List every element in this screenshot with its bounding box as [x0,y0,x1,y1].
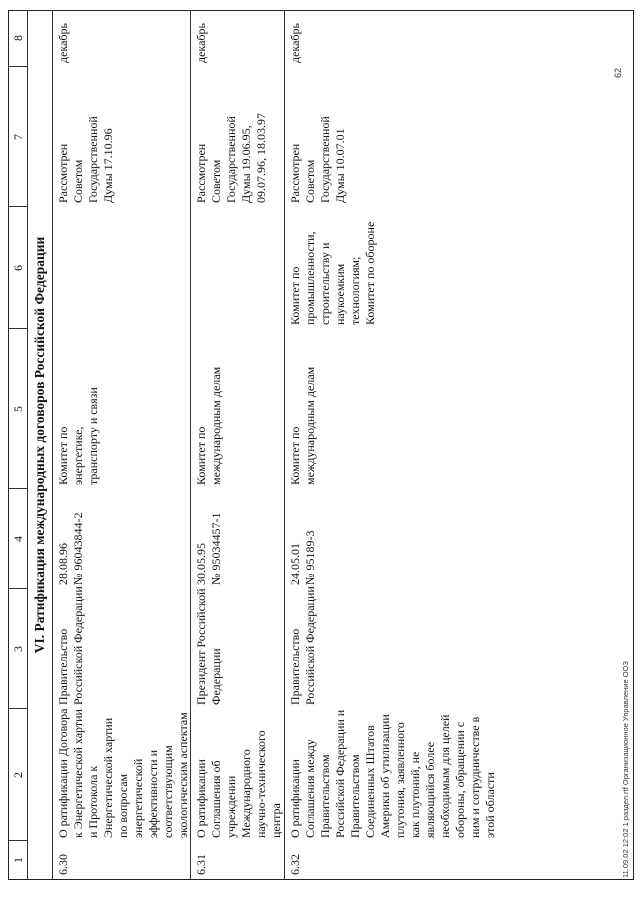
col-header-5: 5 [11,406,25,412]
legislation-table [8,10,634,880]
date-number: 28.08.96 № 96043844-2 [56,512,85,585]
co-committee: Комитет по промышленности, строительству и наукоемким технологиям; Комитет по обороне [288,221,377,325]
bill-title: О ратификации Соглашения об учреждении Международного научно-технического центра [194,730,283,838]
table-row [285,11,633,879]
column-divider [9,708,28,709]
column-divider [9,840,28,841]
consideration-status: Рассмотрен Советом Государственной Думы 19.06.95, 09.07.96, 18.03.97 [194,113,268,203]
col-header-3: 3 [11,646,25,652]
responsible-committee: Комитет по энергетике, транспорту и связи [56,387,100,485]
row-number: 6.31 [194,854,208,875]
header-row [9,11,28,879]
row-number: 6.32 [288,854,302,875]
section-row [28,11,53,879]
column-divider [9,588,28,589]
initiator: Президент Российской Федерации [194,588,223,705]
row-number: 6.30 [56,854,70,875]
column-divider [9,328,28,329]
initiator: Правительство Российской Федерации [288,586,317,705]
responsible-committee: Комитет по международным делам [194,366,223,485]
consideration-status: Рассмотрен Советом Государственной Думы 17.10.96 [56,116,115,203]
date-number: 24.05.01 № 95189-3 [288,530,317,585]
responsible-committee: Комитет по международным делам [288,366,317,485]
term: декабрь [288,23,302,63]
date-number: 30.05.95 № 95034457-1 [194,512,223,585]
table-row [53,11,191,879]
col-header-1: 1 [11,857,25,863]
file-footer: 11.09.02 12:02 1 раздел.rtf Организационное Управление ООЗ [621,661,630,878]
table-row [191,11,285,879]
col-header-8: 8 [11,35,25,41]
bill-title: О ратификации Договора к Энергетической хартии и Протокола к Энергетической хартии по вопросам энергетической эффективности и соответствующим экологическим аспектам [56,708,190,838]
col-header-7: 7 [11,134,25,140]
bill-title: О ратификации Соглашения между Правительством Российской Федерации и Правительством Соединенных Штатов Америки об утилизации плутония, заявленного как плутоний, не являющийся более необходимым для целей обороны, обращении с ним и сотрудничестве в этой области [288,709,497,838]
initiator: Правительство Российской Федерации [56,586,85,705]
column-divider [9,66,28,67]
col-header-6: 6 [11,265,25,271]
col-header-4: 4 [11,536,25,542]
section-title: VI. Ратификация международных договоров Российской Федерации [32,236,47,654]
consideration-status: Рассмотрен Советом Государственной Думы 10.07.01 [288,116,347,203]
col-header-2: 2 [11,772,25,778]
term: декабрь [194,23,208,63]
column-divider [9,488,28,489]
term: декабрь [56,23,70,63]
column-divider [9,206,28,207]
page-number: 62 [613,67,623,78]
